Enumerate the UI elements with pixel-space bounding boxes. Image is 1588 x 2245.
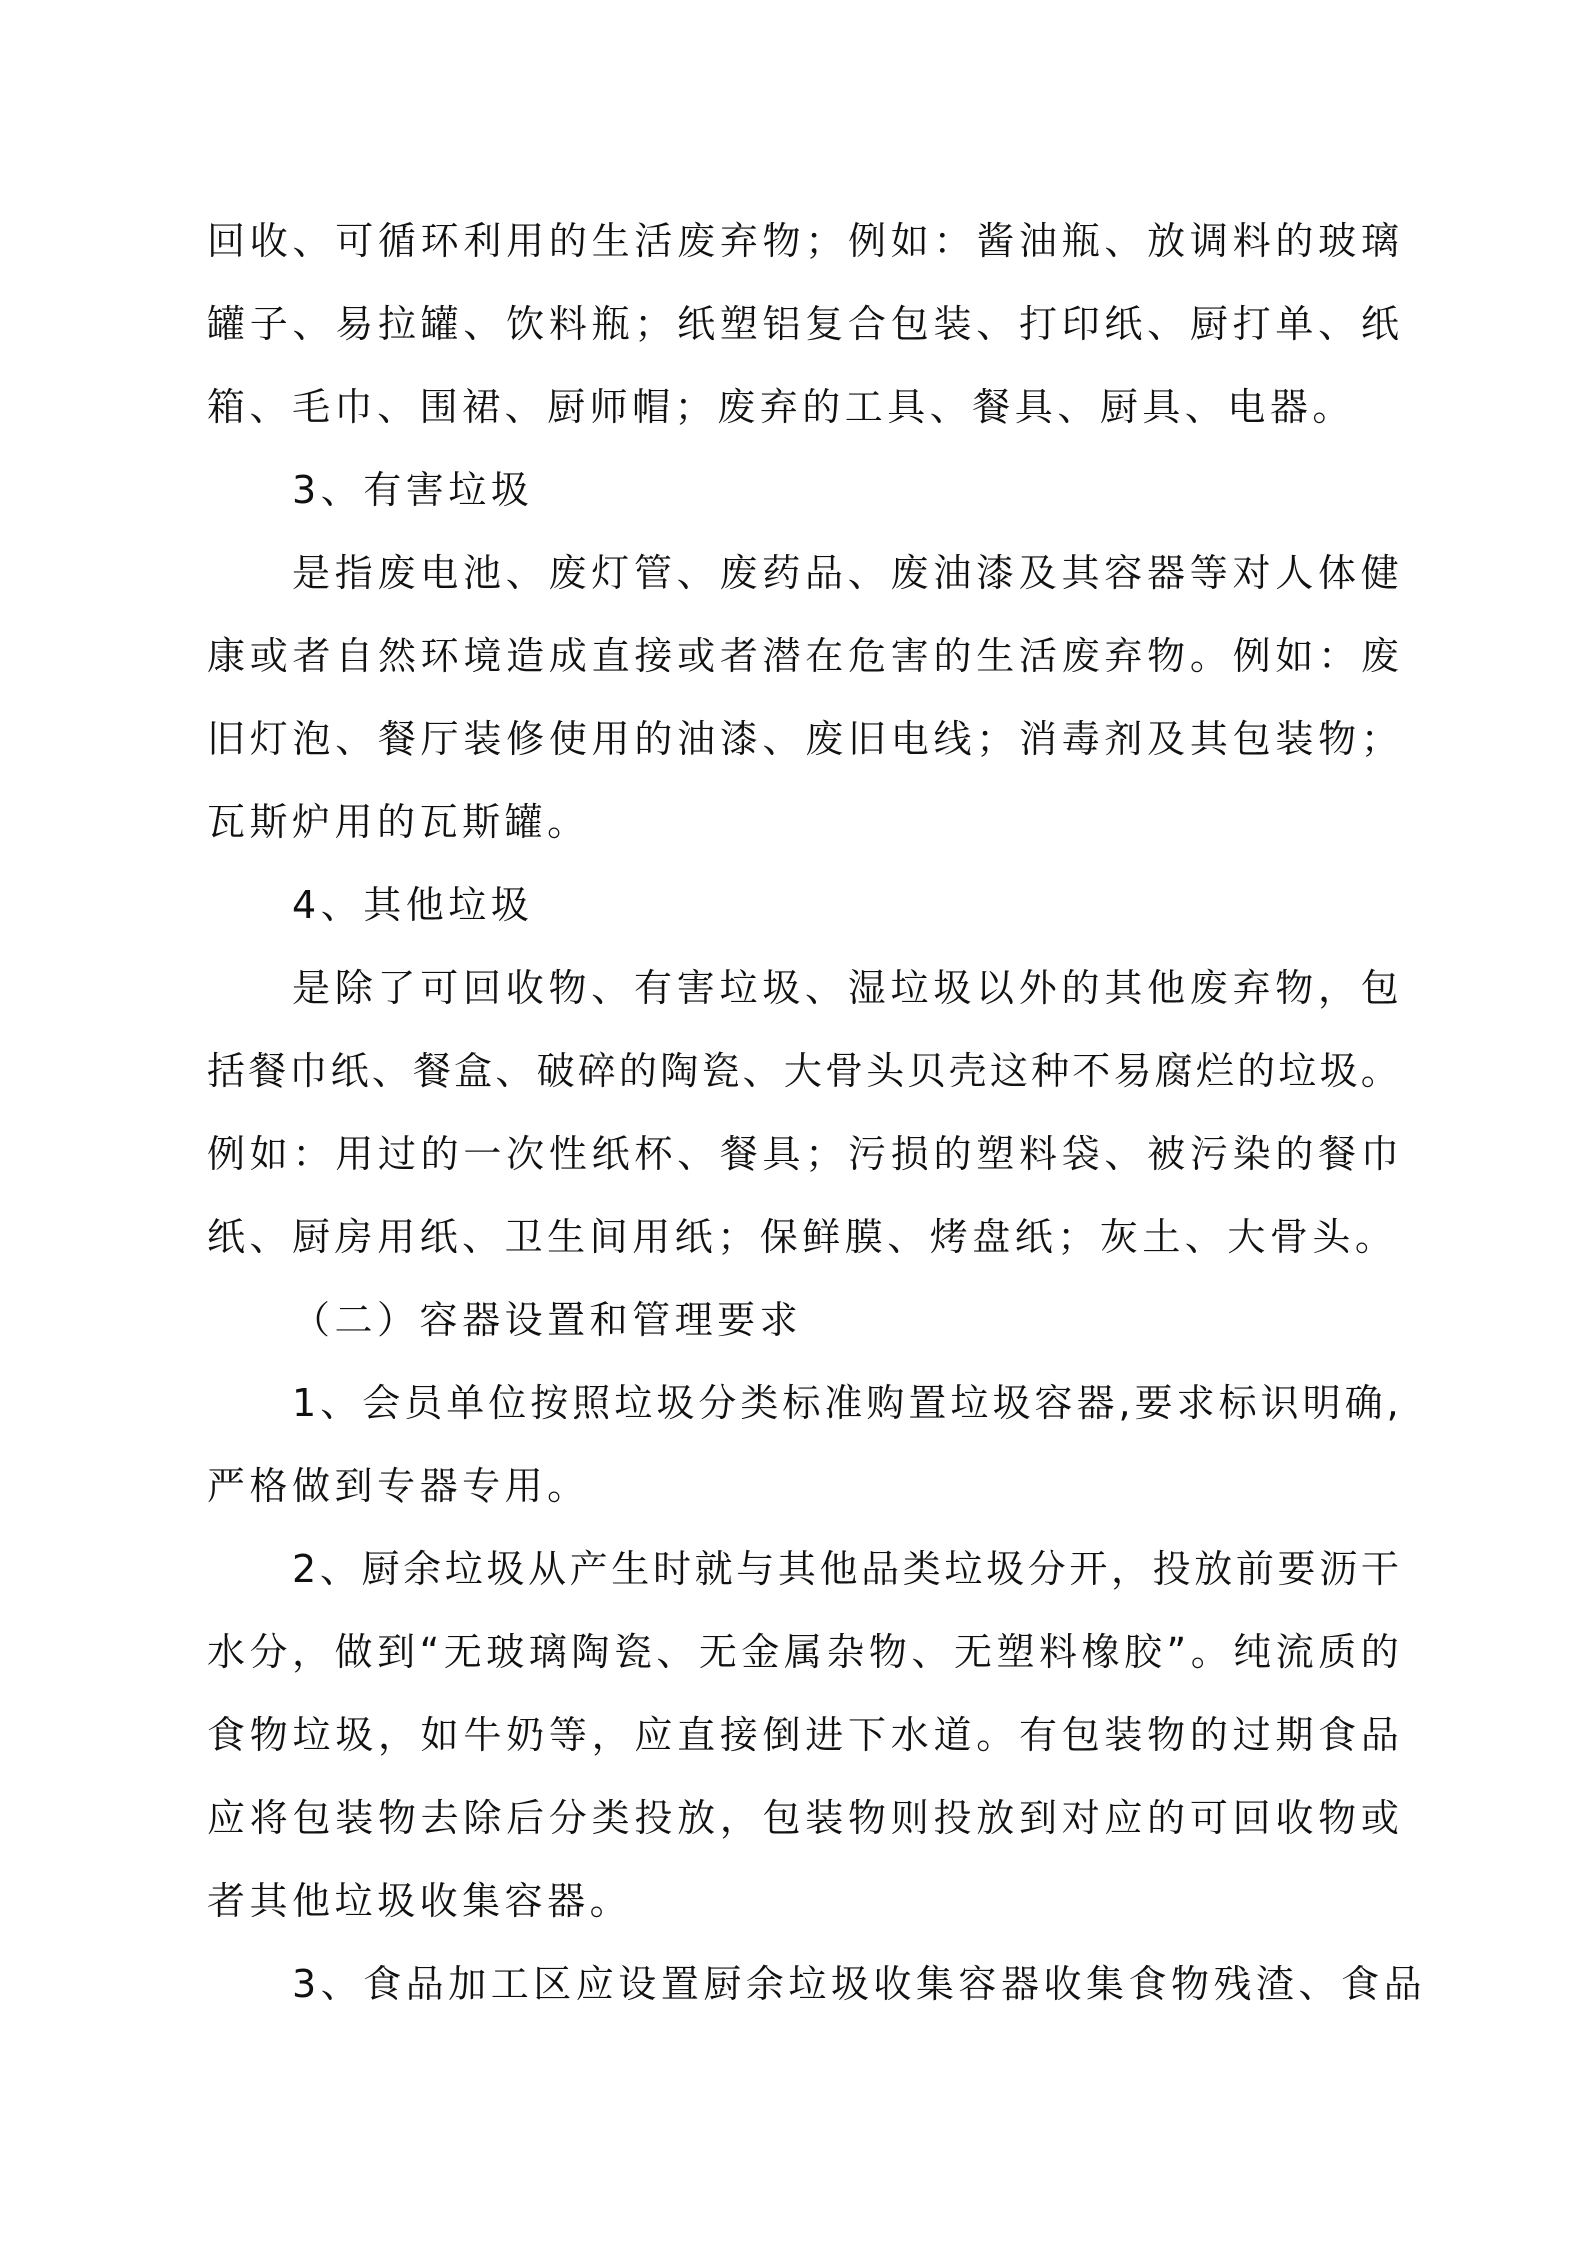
paragraph-other-definition [207, 947, 1399, 1279]
text-line: 4 、 其 他 垃 圾 [292, 883, 529, 927]
text-line: 严 格 做 到 专 器 专 用 。 [207, 1464, 586, 1508]
paragraph-section-2-heading [207, 1279, 1399, 1362]
paragraph-rule-2 [207, 1528, 1399, 1943]
text-line: 旧 灯 泡 、 餐 厅 装 修 使 用 的 油 漆 、 废 旧 电 线 ； 消 毒 剂 及 其 包 装 物 ； [207, 717, 1399, 761]
text-line: 应 将 包 装 物 去 除 后 分 类 投 放 ， 包 装 物 则 投 放 到 对 应 的 可 回 收 物 或 [207, 1796, 1399, 1840]
paragraph-rule-1 [207, 1362, 1399, 1528]
text-line: 2 、 厨 余 垃 圾 从 产 生 时 就 与 其 他 品 类 垃 圾 分 开 ， 投 放 前 要 沥 干 [292, 1547, 1399, 1591]
paragraph-heading-other [207, 864, 1399, 947]
text-line: 是 指 废 电 池 、 废 灯 管 、 废 药 品 、 废 油 漆 及 其 容 器 等 对 人 体 健 [292, 551, 1399, 595]
text-line: 水 分 ， 做 到 “ 无 玻 璃 陶 瓷 、 无 金 属 杂 物 、 无 塑 料 橡 胶 ” 。 纯 流 质 的 [207, 1630, 1399, 1674]
paragraph-recyclable-continued [207, 200, 1399, 449]
text-line: 是 除 了 可 回 收 物 、 有 害 垃 圾 、 湿 垃 圾 以 外 的 其 他 废 弃 物 ， 包 [292, 966, 1399, 1010]
text-line: 3 、 有 害 垃 圾 [292, 468, 529, 512]
text-line: 食 物 垃 圾 ， 如 牛 奶 等 ， 应 直 接 倒 进 下 水 道 。 有 包 装 物 的 过 期 食 品 [207, 1713, 1399, 1757]
text-line: 1 、 会 员 单 位 按 照 垃 圾 分 类 标 准 购 置 垃 圾 容 器 , 要 求 标 识 明 确 , [292, 1381, 1399, 1425]
text-line: 罐 子 、 易 拉 罐 、 饮 料 瓶 ； 纸 塑 铝 复 合 包 装 、 打 印 纸 、 厨 打 单 、 纸 [207, 302, 1399, 346]
text-line: 括 餐 巾 纸 、 餐 盒 、 破 碎 的 陶 瓷 、 大 骨 头 贝 壳 这 种 不 易 腐 烂 的 垃 圾 。 [207, 1049, 1399, 1093]
text-line: 纸 、 厨 房 用 纸 、 卫 生 间 用 纸 ； 保 鲜 膜 、 烤 盘 纸 ； 灰 土 、 大 骨 头 。 [207, 1215, 1393, 1259]
text-line: 回 收 、 可 循 环 利 用 的 生 活 废 弃 物 ； 例 如 ： 酱 油 瓶 、 放 调 料 的 玻 璃 [207, 219, 1399, 263]
text-line: 箱 、 毛 巾 、 围 裙 、 厨 师 帽 ； 废 弃 的 工 具 、 餐 具 、 厨 具 、 电 器 。 [207, 385, 1351, 429]
text-line: 例 如 ： 用 过 的 一 次 性 纸 杯 、 餐 具 ； 污 损 的 塑 料 袋 、 被 污 染 的 餐 巾 [207, 1132, 1399, 1176]
paragraph-heading-hazardous [207, 449, 1399, 532]
text-line: 3 、 食 品 加 工 区 应 设 置 厨 余 垃 圾 收 集 容 器 收 集 食 物 残 渣 、 食 品 [292, 1962, 1422, 2006]
text-line: 康 或 者 自 然 环 境 造 成 直 接 或 者 潜 在 危 害 的 生 活 废 弃 物 。 例 如 ： 废 [207, 634, 1399, 678]
text-line: （ 二 ） 容 器 设 置 和 管 理 要 求 [292, 1298, 798, 1342]
document-body [207, 200, 1422, 2026]
paragraph-rule-3 [207, 1943, 1422, 2026]
paragraph-hazardous-definition [207, 532, 1399, 864]
text-line: 瓦 斯 炉 用 的 瓦 斯 罐 。 [207, 800, 586, 844]
text-line: 者 其 他 垃 圾 收 集 容 器 。 [207, 1879, 628, 1923]
